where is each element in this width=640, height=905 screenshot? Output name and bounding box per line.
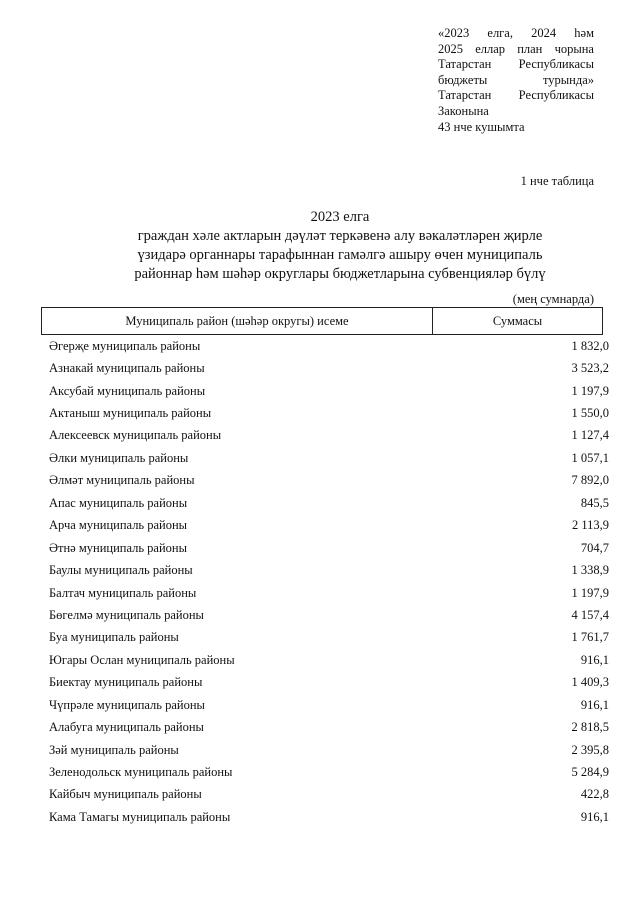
district-name: Әтнә муниципаль районы <box>49 540 188 555</box>
table-row <box>49 402 609 424</box>
annex-word: елга, <box>487 26 513 40</box>
district-name: Алексеевск муниципаль районы <box>49 428 222 443</box>
district-name: Әлмәт муниципаль районы <box>49 473 195 488</box>
annex-word: еллар <box>475 41 506 56</box>
district-sum: 916,1 <box>580 652 609 667</box>
table-row <box>49 357 609 379</box>
annex-line-7: 43 нче кушымта <box>438 119 525 134</box>
table-number: 1 нче таблица <box>520 174 594 188</box>
table-row <box>49 761 609 783</box>
annex-line-1 <box>438 26 594 42</box>
table-row <box>49 537 609 559</box>
annex-word: Республикасы <box>518 57 594 72</box>
heading-year: 2023 елга <box>310 209 370 225</box>
annex-word: Республикасы <box>518 88 594 103</box>
district-sum: 2 395,8 <box>571 742 609 757</box>
column-header-name: Муниципаль район (шәһәр округы) исеме <box>42 308 433 334</box>
table-row <box>49 604 609 626</box>
district-name: Актаныш муниципаль районы <box>49 406 212 421</box>
district-name: Апас муниципаль районы <box>49 495 188 510</box>
district-name: Буа муниципаль районы <box>49 630 179 645</box>
district-name: Зәй муниципаль районы <box>49 742 179 757</box>
district-name: Бөгелмә муниципаль районы <box>49 607 204 622</box>
district-sum: 704,7 <box>580 540 609 555</box>
district-sum: 1 197,9 <box>571 383 609 398</box>
units-note: (мең сумнарда) <box>512 292 594 306</box>
annex-word: турында» <box>542 72 594 87</box>
district-name: Әлки муниципаль районы <box>49 450 189 465</box>
annex-line-6: Законына <box>438 103 489 118</box>
annex-word: 2024 <box>531 26 557 40</box>
district-sum: 5 284,9 <box>571 765 609 780</box>
table-row <box>49 739 609 761</box>
annex-word: 2025 <box>438 41 463 56</box>
district-name: Чүпрәле муниципаль районы <box>49 697 205 712</box>
district-name: Югары Ослан муниципаль районы <box>49 652 235 667</box>
heading-line-3: районнар һәм шәһәр округлары бюджетларына субвенцияләр бүлү <box>134 266 546 282</box>
annex-line-5 <box>438 88 594 104</box>
table-row <box>49 582 609 604</box>
annex-word: һәм <box>574 26 594 40</box>
district-sum: 1 057,1 <box>571 450 609 465</box>
annex-word: «2023 <box>438 26 470 40</box>
table-row <box>49 515 609 537</box>
district-sum: 1 761,7 <box>571 630 609 645</box>
district-sum: 845,5 <box>580 495 609 510</box>
table-row <box>49 492 609 514</box>
annex-word: Татарстан <box>438 57 492 72</box>
district-sum: 1 550,0 <box>571 406 609 421</box>
district-sum: 1 197,9 <box>571 585 609 600</box>
district-sum: 422,8 <box>580 787 609 802</box>
district-sum: 3 523,2 <box>571 361 609 376</box>
annex-note <box>438 26 594 135</box>
district-name: Алабуга муниципаль районы <box>49 720 204 735</box>
district-sum: 916,1 <box>580 697 609 712</box>
table-header <box>41 307 603 335</box>
district-name: Аксубай муниципаль районы <box>49 383 206 398</box>
table-row <box>49 627 609 649</box>
annex-line-2 <box>438 42 594 58</box>
annex-word: Татарстан <box>438 88 492 103</box>
column-header-sum: Суммасы <box>492 313 543 328</box>
table-row <box>49 425 609 447</box>
table-row <box>49 672 609 694</box>
document-heading <box>60 208 620 284</box>
district-sum: 2 818,5 <box>571 720 609 735</box>
district-sum: 2 113,9 <box>571 518 609 533</box>
district-sum: 1 832,0 <box>571 338 609 353</box>
district-sum: 7 892,0 <box>571 473 609 488</box>
district-sum: 1 127,4 <box>571 428 609 443</box>
district-name: Зеленодольск муниципаль районы <box>49 765 233 780</box>
table-row <box>49 380 609 402</box>
table-row <box>49 649 609 671</box>
district-name: Азнакай муниципаль районы <box>49 361 205 376</box>
district-sum: 1 338,9 <box>571 563 609 578</box>
district-name: Балтач муниципаль районы <box>49 585 197 600</box>
table-row <box>49 335 609 357</box>
district-sum: 916,1 <box>580 809 609 824</box>
annex-line-4 <box>438 73 594 89</box>
district-sum: 1 409,3 <box>571 675 609 690</box>
table-row <box>49 559 609 581</box>
district-name: Биектау муниципаль районы <box>49 675 203 690</box>
heading-line-2: үзидарә органнары тарафыннан гамәлгә ашыру өчен муниципаль <box>137 247 543 263</box>
district-name: Әгерҗе муниципаль районы <box>49 338 201 353</box>
table-row <box>49 470 609 492</box>
annex-word: план <box>517 41 543 56</box>
heading-line-1: граждан хәле актларын дәүләт теркәвенә алу вәкаләтләрен җирле <box>137 228 543 244</box>
district-sum: 4 157,4 <box>571 607 609 622</box>
annex-word: бюджеты <box>438 72 488 87</box>
annex-line-3 <box>438 57 594 73</box>
table-row <box>49 694 609 716</box>
district-name: Арча муниципаль районы <box>49 518 188 533</box>
district-name: Баулы муниципаль районы <box>49 563 193 578</box>
district-name: Кайбыч муниципаль районы <box>49 787 202 802</box>
annex-word: чорына <box>554 41 594 56</box>
table-row <box>49 806 609 828</box>
table-row <box>49 784 609 806</box>
table-body <box>49 335 609 829</box>
district-name: Кама Тамагы муниципаль районы <box>49 809 231 824</box>
table-row <box>49 447 609 469</box>
table-row <box>49 716 609 738</box>
